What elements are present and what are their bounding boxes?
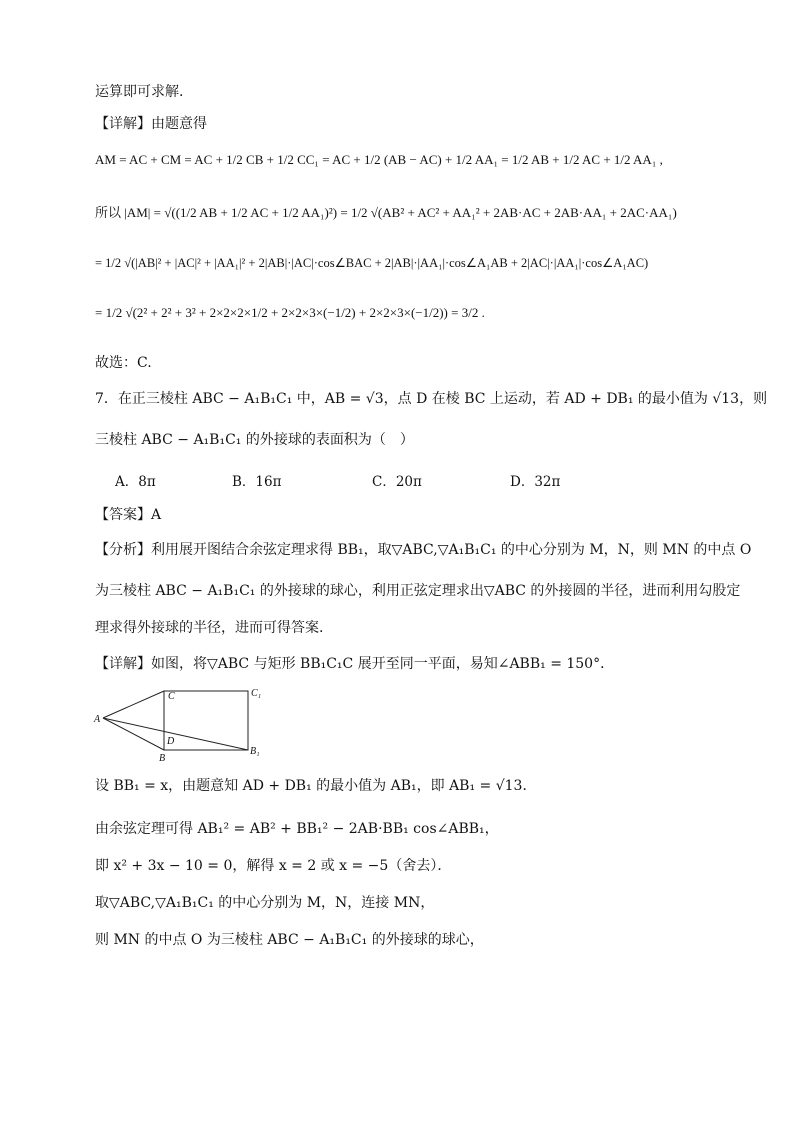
option-a: A．8π <box>115 474 156 490</box>
detail-line: 设 BB₁ = x，由题意知 AD + DB₁ 的最小值为 AB₁，即 AB₁ = √13． <box>95 778 537 794</box>
text-line: 运算即可求解. <box>95 84 184 100</box>
edge-ac <box>103 691 164 718</box>
label-b: B <box>159 753 166 764</box>
equation-line: = 1/2 √(|AB|² + |AC|² + |AA₁|² + 2|AB|·|AC|·cos∠BAC + 2|AB|·|AA₁|·cos∠A₁AB + 2|AC|·|AA₁|·cos∠A₁AC) <box>95 256 649 270</box>
label-c: C <box>168 691 175 702</box>
option-c: C．20π <box>372 474 422 490</box>
label-c1: C₁ <box>251 688 262 699</box>
detail-line: 则 MN 的中点 O 为三棱柱 ABC − A₁B₁C₁ 的外接球的球心， <box>95 932 484 948</box>
edge-ab <box>103 718 164 750</box>
equation-line: 所以 |AM| = √((1/2 AB + 1/2 AC + 1/2 AA₁)²) = 1/2 √(AB² + AC² + AA₁² + 2AB·AC + 2AB·AA₁ + 2AC·AA₁) <box>95 205 677 220</box>
detail-line: 【详解】如图，将▽ABC 与矩形 BB₁C₁C 展开至同一平面，易知∠ABB₁ = 150°． <box>95 656 615 672</box>
detail-line: 即 x² + 3x − 10 = 0，解得 x = 2 或 x = −5（舍去）． <box>95 858 452 874</box>
analysis-line: 【分析】利用展开图结合余弦定理求得 BB₁，取▽ABC,▽A₁B₁C₁ 的中心分别为 M，N，则 MN 的中点 O <box>95 542 752 558</box>
analysis-line: 为三棱柱 ABC − A₁B₁C₁ 的外接球的球心，利用正弦定理求出▽ABC 的外接圆的半径，进而利用勾股定 <box>95 583 741 599</box>
label-b1: B₁ <box>250 746 260 757</box>
question-line: 7．在正三棱柱 ABC − A₁B₁C₁ 中，AB = √3，点 D 在棱 BC 上运动，若 AD + DB₁ 的最小值为 √13，则 <box>95 391 768 407</box>
question-line: 三棱柱 ABC − A₁B₁C₁ 的外接球的表面积为（ ） <box>95 432 414 448</box>
analysis-line: 理求得外接球的半径，进而可得答案. <box>95 620 324 636</box>
equation-line: AM = AC + CM = AC + 1/2 CB + 1/2 CC₁ = AC + 1/2 (AB − AC) + 1/2 AA₁ = 1/2 AB + 1/2 AC + 1/2 AA₁ , <box>95 152 663 167</box>
text-line: 故选：C. <box>95 355 152 371</box>
equation-line: = 1/2 √(2² + 2² + 3² + 2×2×2×1/2 + 2×2×3×(−1/2) + 2×2×3×(−1/2)) = 3/2 . <box>95 305 485 320</box>
answer-line: 【答案】A <box>95 507 162 523</box>
option-b: B．16π <box>232 474 282 490</box>
label-d: D <box>167 736 175 747</box>
unfolded-prism-diagram <box>88 684 278 764</box>
label-a: A <box>94 714 101 725</box>
option-d: D．32π <box>510 474 561 490</box>
detail-line: 由余弦定理可得 AB₁² = AB² + BB₁² − 2AB·BB₁ cos∠ABB₁， <box>95 821 499 837</box>
edge-ab1 <box>103 718 248 750</box>
detail-line: 取▽ABC,▽A₁B₁C₁ 的中心分别为 M，N，连接 MN， <box>95 895 435 911</box>
text-line: 【详解】由题意得 <box>95 116 207 132</box>
